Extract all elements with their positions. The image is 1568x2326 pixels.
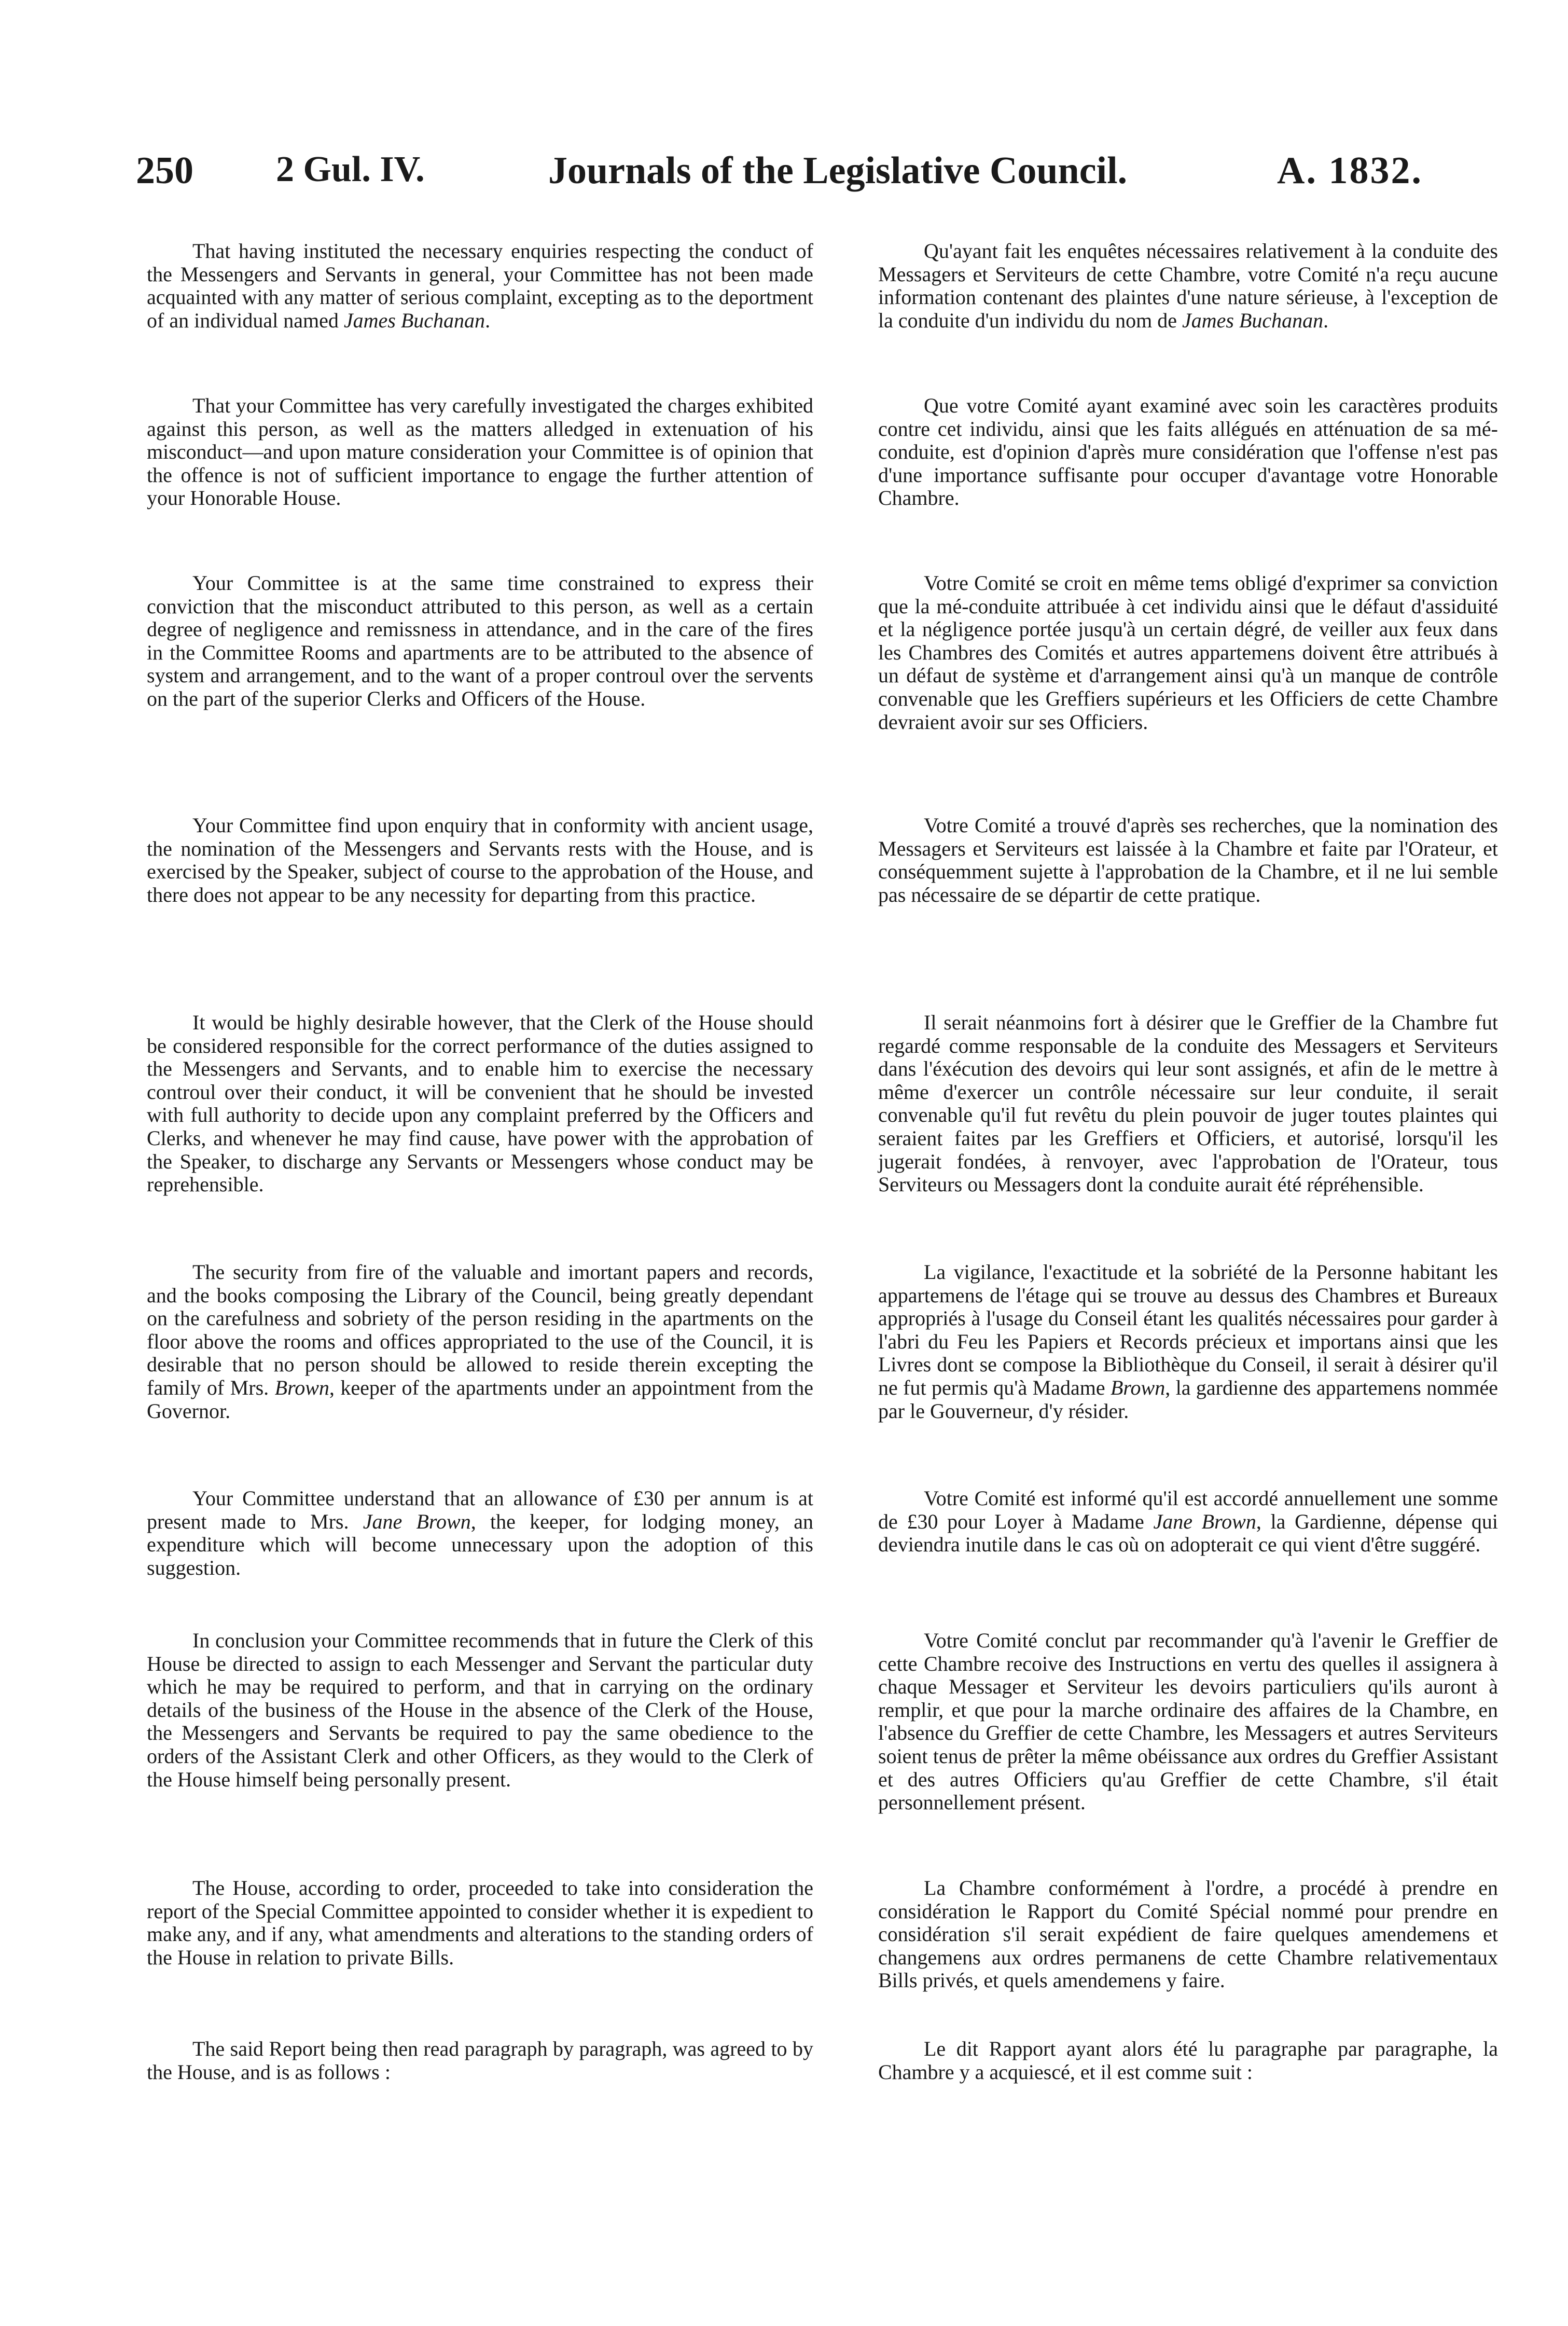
fr-paragraph-5: Il serait néanmoins fort à désirer que le Greffier de la Chambre fut regardé comme responsable de la conduite des Messagers et Serviteurs dans l'éxécution des devoirs qui leur sont assignés, et afin de le mettre à même d'exercer un contrôle nécessaire sur leur conduite, il serait convenable qu'il fut revêtu du plein pouvoir de juger toutes plaintes qui seraient faites par les Greffiers et Officiers, et autorisé, lorsqu'il les jugerait fondées, à renvoyer, avec l'approbation de l'Orateur, tous Serviteurs ou Messagers dont la conduite aurait été répréhensible. [878, 1011, 1498, 1196]
en-paragraph-4: Your Committee find upon enquiry that in conformity with ancient usage, the nomination of the Messengers and Servants rests with the House, and is exercised by the Speaker, subject of course to the approbation of the House, and there does not appear to be any necessity for departing from this practice. [147, 814, 813, 906]
running-head [136, 149, 1484, 209]
fr-paragraph-4: Votre Comité a trouvé d'après ses recherches, que la nomination des Messagers et Serviteurs est laissée à la Chambre et faite par l'Orateur, et conséquemment sujette à l'approbation de la Chambre, et il ne lui semble pas nécessaire de se départir de cette pratique. [878, 814, 1498, 906]
person-name: Brown [274, 1375, 329, 1399]
en-paragraph-3: Your Committee is at the same time constrained to express their conviction that the misconduct attributed to this person, as well as a certain degree of negligence and remissness in attendance, and in the care of the fires in the Committee Rooms and apartments are to be attributed to the absence of system and arrangement, and to the want of a proper controul over the servents on the part of the superior Clerks and Officers of the House. [147, 571, 813, 710]
reign-year: 2 Gul. IV. [276, 149, 425, 189]
calendar-year: A. 1832. [1277, 149, 1423, 192]
person-name: James Buchanan [343, 308, 485, 332]
en-paragraph-9: The House, according to order, proceeded to take into consideration the report of the Special Committee appointed to consider whether it is expedient to make any, and if any, what amendments and alterations to the standing orders of the House in relation to private Bills. [147, 1876, 813, 1969]
en-paragraph-2: That your Committee has very carefully investigated the charges exhibited against this person, as well as the matters alledged in extenuation of his misconduct—and upon mature consideration your Committee is of opinion that the offence is not of sufficient importance to engage the further attention of your Honorable House. [147, 394, 813, 510]
fr-paragraph-7: Votre Comité est informé qu'il est accordé annuellement une somme de £30 pour Loyer à Madame Jane Brown, la Gardienne, dépense qui deviendra inutile dans le cas où on adopterait ce qui vient d'être suggéré. [878, 1487, 1498, 1557]
person-name: Brown [1111, 1375, 1165, 1399]
journal-title: Journals of the Legislative Council. [548, 149, 1128, 192]
en-paragraph-6: The security from fire of the valuable and imortant papers and records, and the books composing the Library of the Council, being greatly dependant on the carefulness and sobriety of the person residing in the apartments on the floor above the rooms and offices appropriated to the use of the Council, it is desirable that no person should be allowed to reside therein excepting the family of Mrs. Brown, keeper of the apartments under an appointment from the Governor. [147, 1260, 813, 1423]
page-number: 250 [136, 149, 193, 192]
en-paragraph-5: It would be highly desirable however, that the Clerk of the House should be considered responsible for the correct performance of the duties assigned to the Messengers and Servants, and to enable him to exercise the necessary controul over their conduct, it will be convenient that he should be invested with full authority to decide upon any complaint preferred by the Officers and Clerks, and whenever he may find cause, have power with the approbation of the Speaker, to discharge any Servants or Messengers whose conduct may be reprehensible. [147, 1011, 813, 1196]
en-paragraph-1: That having instituted the necessary enquiries respecting the conduct of the Messengers and Servants in general, your Committee has not been made acquainted with any matter of serious complaint, excepting as to the deportment of an individual named James Buchanan. [147, 239, 813, 332]
fr-paragraph-8: Votre Comité conclut par recommander qu'à l'avenir le Greffier de cette Chambre recoive des Instructions en vertu des quelles il assignera à chaque Messager et Serviteur les devoirs particuliers qu'ils auront à remplir, et que pour la marche ordinaire des affaires de la Chambre, en l'absence du Greffier de cette Chambre, les Messagers et autres Serviteurs soient tenus de prêter la même obéissance aux ordres du Greffier Assistant et des autres Officiers qu'au Greffier de cette Chambre, s'il était personnellement présent. [878, 1629, 1498, 1814]
en-paragraph-7: Your Committee understand that an allowance of £30 per annum is at present made to Mrs. Jane Brown, the keeper, for lodging money, an expenditure which will become unnecessary upon the adoption of this suggestion. [147, 1487, 813, 1579]
fr-paragraph-10: Le dit Rapport ayant alors été lu paragraphe par paragraphe, la Chambre y a acquiescé, et il est comme suit : [878, 2037, 1498, 2084]
person-name: James Buchanan [1182, 308, 1324, 332]
person-name: Jane Brown [363, 1509, 471, 1533]
fr-paragraph-2: Que votre Comité ayant examiné avec soin les caractères produits contre cet individu, ainsi que les faits allégués en atténuation de sa mé-conduite, est d'opinion d'après mure considération que l'offense n'est pas d'une importance suffisante pour occuper d'avantage votre Honorable Chambre. [878, 394, 1498, 510]
fr-paragraph-1: Qu'ayant fait les enquêtes nécessaires relativement à la conduite des Messagers et Serviteurs de cette Chambre, votre Comité n'a reçu aucune information contenant des plaintes d'une nature sérieuse, à l'exception de la conduite d'un individu du nom de James Buchanan. [878, 239, 1498, 332]
person-name: Jane Brown [1153, 1509, 1256, 1533]
fr-paragraph-9: La Chambre conformément à l'ordre, a procédé à prendre en considération le Rapport du Comité Spécial nommé pour prendre en considération s'il serait expédient de faire quelques amendemens et changemens aux ordres permanens de cette Chambre relativementaux Bills privés, et quels amendemens y faire. [878, 1876, 1498, 1992]
en-paragraph-8: In conclusion your Committee recommends that in future the Clerk of this House be directed to assign to each Messenger and Servant the particular duty which he may be required to perform, and that in carrying on the ordinary details of the business of the House in the absence of the Clerk of the House, the Messengers and Servants be required to pay the same obedience to the orders of the Assistant Clerk and other Officers, as they would to the Clerk of the House himself being personally present. [147, 1629, 813, 1791]
fr-paragraph-3: Votre Comité se croit en même tems obligé d'exprimer sa conviction que la mé-conduite attribuée à cet individu ainsi que le défaut d'assiduité et la négligence portée jusqu'à un certain dégré, de veiller aux feux dans les Chambres des Comités et autres appartemens doivent être attribués à un défaut de système et d'arrangement ainsi qu'à un manque de contrôle convenable que les Greffiers supérieurs et les Officiers de cette Chambre devraient avoir sur ses Officiers. [878, 571, 1498, 734]
en-paragraph-10: The said Report being then read paragraph by paragraph, was agreed to by the House, and is as follows : [147, 2037, 813, 2084]
fr-paragraph-6: La vigilance, l'exactitude et la sobriété de la Personne habitant les appartemens de l'étage qui se trouve au dessus des Chambres et Bureaux appropriés à l'usage du Conseil étant les qualités nécessaires pour garder à l'abri du Feu les Papiers et Records précieux et importans ainsi que les Livres dont se compose la Bibliothèque du Conseil, il serait à désirer qu'il ne fut permis qu'à Madame Brown, la gardienne des appartemens nommée par le Gouverneur, d'y résider. [878, 1260, 1498, 1423]
